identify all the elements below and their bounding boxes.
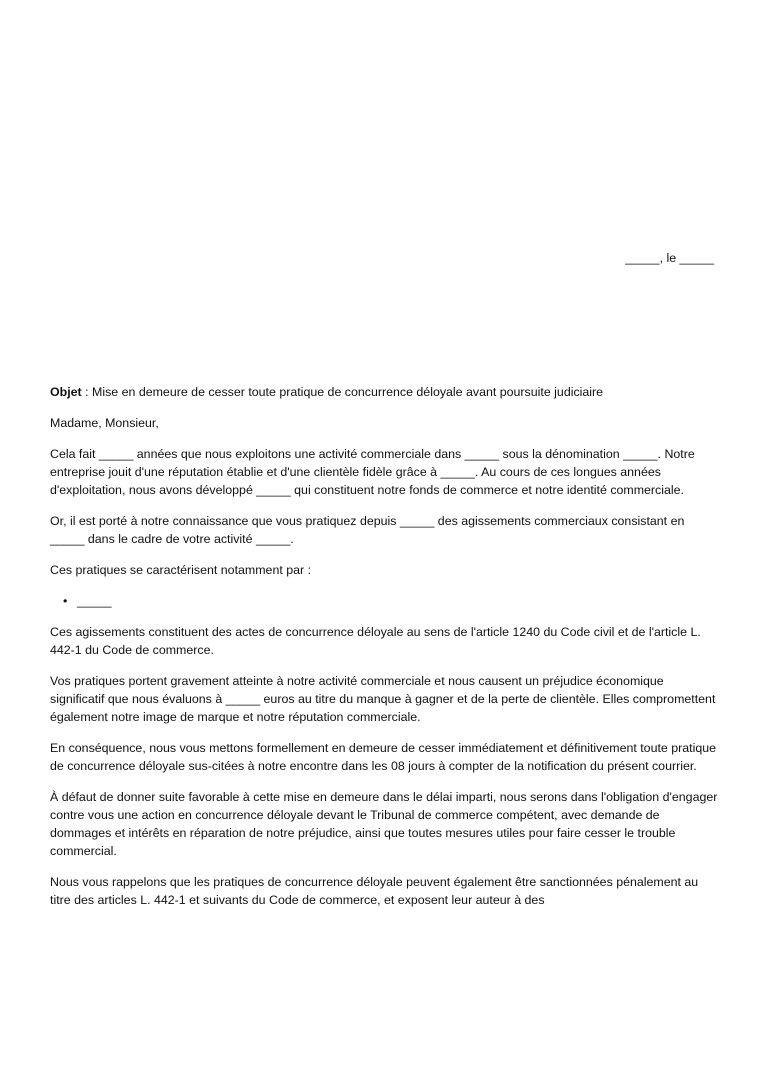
list-item — [63, 592, 718, 610]
paragraph-legal-basis: Ces agissements constituent des actes de concurrence déloyale au sens de l'article 1240 du Code civil et de l'article L. 442-1 du Code de commerce. — [50, 625, 701, 657]
paragraph-activity: Cela fait _____ années que nous exploitons une activité commerciale dans _____ sous la dénomination _____. Notre entreprise jouit d'une réputation établie et d'une clientèle fidèle grâce à _____. Au cours de ces longues années d'exploitation, nous avons développé _____ qui constituent notre fonds de commerce et notre identité commerciale. — [50, 447, 695, 497]
subject-line — [50, 383, 718, 401]
letter-body — [50, 383, 718, 922]
subject-label: Objet — [50, 385, 82, 399]
paragraph-legal-action: À défaut de donner suite favorable à cette mise en demeure dans le délai imparti, nous serons dans l'obligation d'engager contre vous une action en concurrence déloyale devant le Tribunal de commerce compétent, avec demande de dommages et intérêts en réparation de notre préjudice, ainsi que toutes mesures utiles pour faire cesser le trouble commercial. — [50, 790, 718, 858]
paragraph-penal-reminder: Nous vous rappelons que les pratiques de concurrence déloyale peuvent également être sanctionnées pénalement au titre des articles L. 442-1 et suivants du Code de commerce, et exposent leur auteur à des — [50, 875, 699, 907]
paragraph-characterization: Ces pratiques se caractérisent notamment par : — [50, 563, 312, 577]
paragraph-practices: Or, il est porté à notre connaissance que vous pratiquez depuis _____ des agissements commerciaux consistant en _____ dans le cadre de votre activité _____. — [50, 514, 685, 546]
subject-text: : Mise en demeure de cesser toute pratique de concurrence déloyale avant poursuite judiciaire — [81, 385, 604, 399]
paragraph-prejudice: Vos pratiques portent gravement atteinte à notre activité commerciale et nous causent un préjudice économique significatif que nous évaluons à _____ euros au titre du manque à gagner et de la perte de clientèle. Elles compromettent également notre image de marque et notre réputation commerciale. — [50, 674, 716, 724]
practices-list — [50, 592, 718, 610]
paragraph-formal-notice: En conséquence, nous vous mettons formellement en demeure de cesser immédiatement et définitivement toute pratique de concurrence déloyale sus-citées à notre encontre dans les 08 jours à compter de la notification du présent courrier. — [50, 741, 717, 773]
bullet-icon: • — [63, 594, 68, 608]
date-place-line: _____, le _____ — [625, 251, 714, 265]
list-item-text: _____ — [77, 594, 112, 608]
salutation: Madame, Monsieur, — [50, 416, 159, 430]
